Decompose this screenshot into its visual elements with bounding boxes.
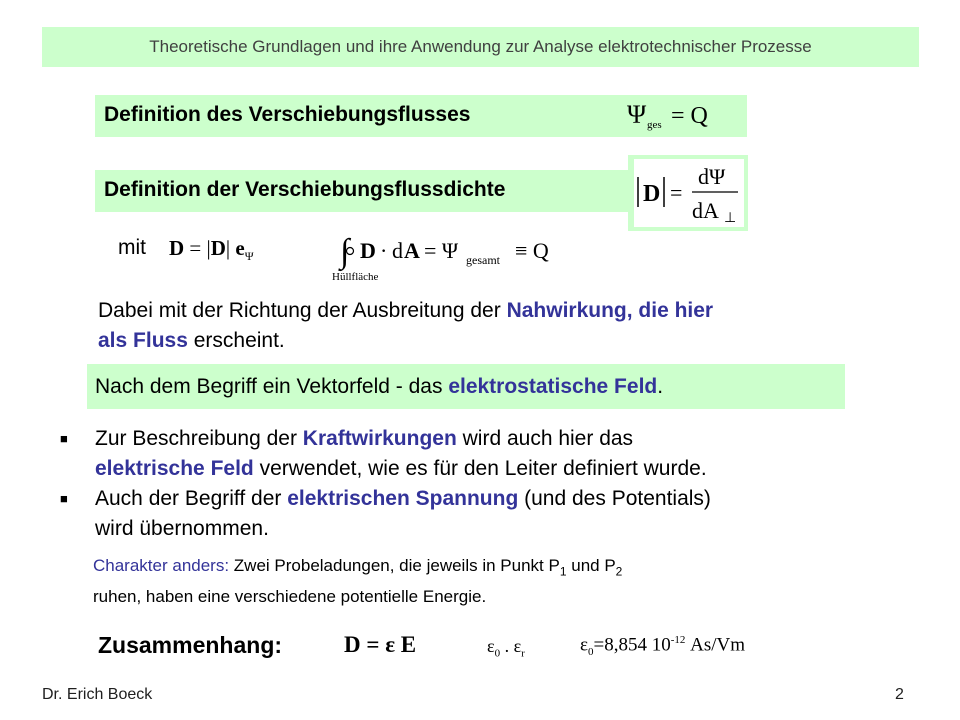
bullet-item: ■ Zur Beschreibung der Kraftwirkungen wird auch hier das elektrische Feld verwendet, wie es für den Leiter definiert wurde.: [60, 424, 920, 484]
definition-density-formula: [628, 155, 748, 231]
svg-text:=: =: [670, 180, 683, 205]
svg-text:·: ·: [380, 238, 388, 263]
svg-text:D: D: [643, 181, 661, 207]
definition-density-label: Definition der Verschiebungsflussdichte: [104, 178, 506, 201]
bullet-item: ■ Auch der Begriff der elektrischen Spannung (und des Potentials) wird übernommen.: [60, 484, 920, 544]
footer-author: Dr. Erich Boeck: [42, 686, 153, 703]
definition-flux-formula: [615, 95, 747, 137]
paragraph-nahwirkung: Dabei mit der Richtung der Ausbreitung der Nahwirkung, die hier als Fluss erscheint.: [98, 299, 714, 352]
header-bar: [42, 27, 919, 67]
bullet-list: [60, 424, 920, 544]
svg-text:dA: dA: [692, 198, 719, 223]
paragraph-vektorfeld-box: Nach dem Begriff ein Vektorfeld - das elektrostatische Feld.: [87, 364, 845, 409]
bullet-square-icon: ■: [60, 491, 68, 506]
svg-text:D: D: [360, 238, 376, 263]
gauss-integral-formula: [330, 222, 610, 282]
flux-density-formula: [628, 155, 748, 231]
mit-prefix: mit: [118, 236, 146, 259]
svg-text:dΨ: dΨ: [698, 164, 726, 189]
note-charakter: Charakter anders: Zwei Probeladungen, die jeweils in Punkt $P_1$ und $P_2$ ruhen, haben eine verschiedene potentielle Energie.: [93, 556, 623, 607]
svg-text:≡ Q: ≡ Q: [515, 238, 549, 263]
epsilon-constant: $\varepsilon_0=8,854$ $10^{-12}$ As/Vm: [580, 634, 746, 659]
epsilon-product: $\varepsilon_0$ . $\varepsilon_r$: [487, 636, 525, 660]
svg-text:A: A: [404, 238, 420, 263]
definition-flux-label: Definition des Verschiebungsflusses: [104, 103, 471, 126]
svg-text:= Ψ: = Ψ: [424, 238, 459, 263]
gauss-integral: [330, 222, 610, 282]
svg-text:d: d: [392, 238, 403, 263]
svg-text:⊥: ⊥: [724, 211, 737, 226]
svg-text:= Q: = Q: [671, 103, 708, 129]
zusammenhang-equation: D = ε E: [344, 632, 417, 657]
svg-text:Ψ: Ψ: [627, 100, 647, 129]
svg-text:ges: ges: [647, 119, 662, 131]
integral-subscript: Hüllfläche: [332, 271, 379, 282]
psi-ges-formula: [615, 95, 747, 137]
svg-text:∫: ∫: [340, 233, 350, 270]
zusammenhang-label: Zusammenhang:: [98, 632, 283, 658]
integral-gesamt: gesamt: [466, 253, 500, 267]
header-title: Theoretische Grundlagen und ihre Anwendung zur Analyse elektrotechnischer Prozesse: [149, 37, 812, 56]
footer-page-number: 2: [895, 686, 904, 703]
bullet-square-icon: ■: [60, 431, 68, 446]
mit-relation: D = |D| $e_\Psi$: [169, 236, 254, 264]
